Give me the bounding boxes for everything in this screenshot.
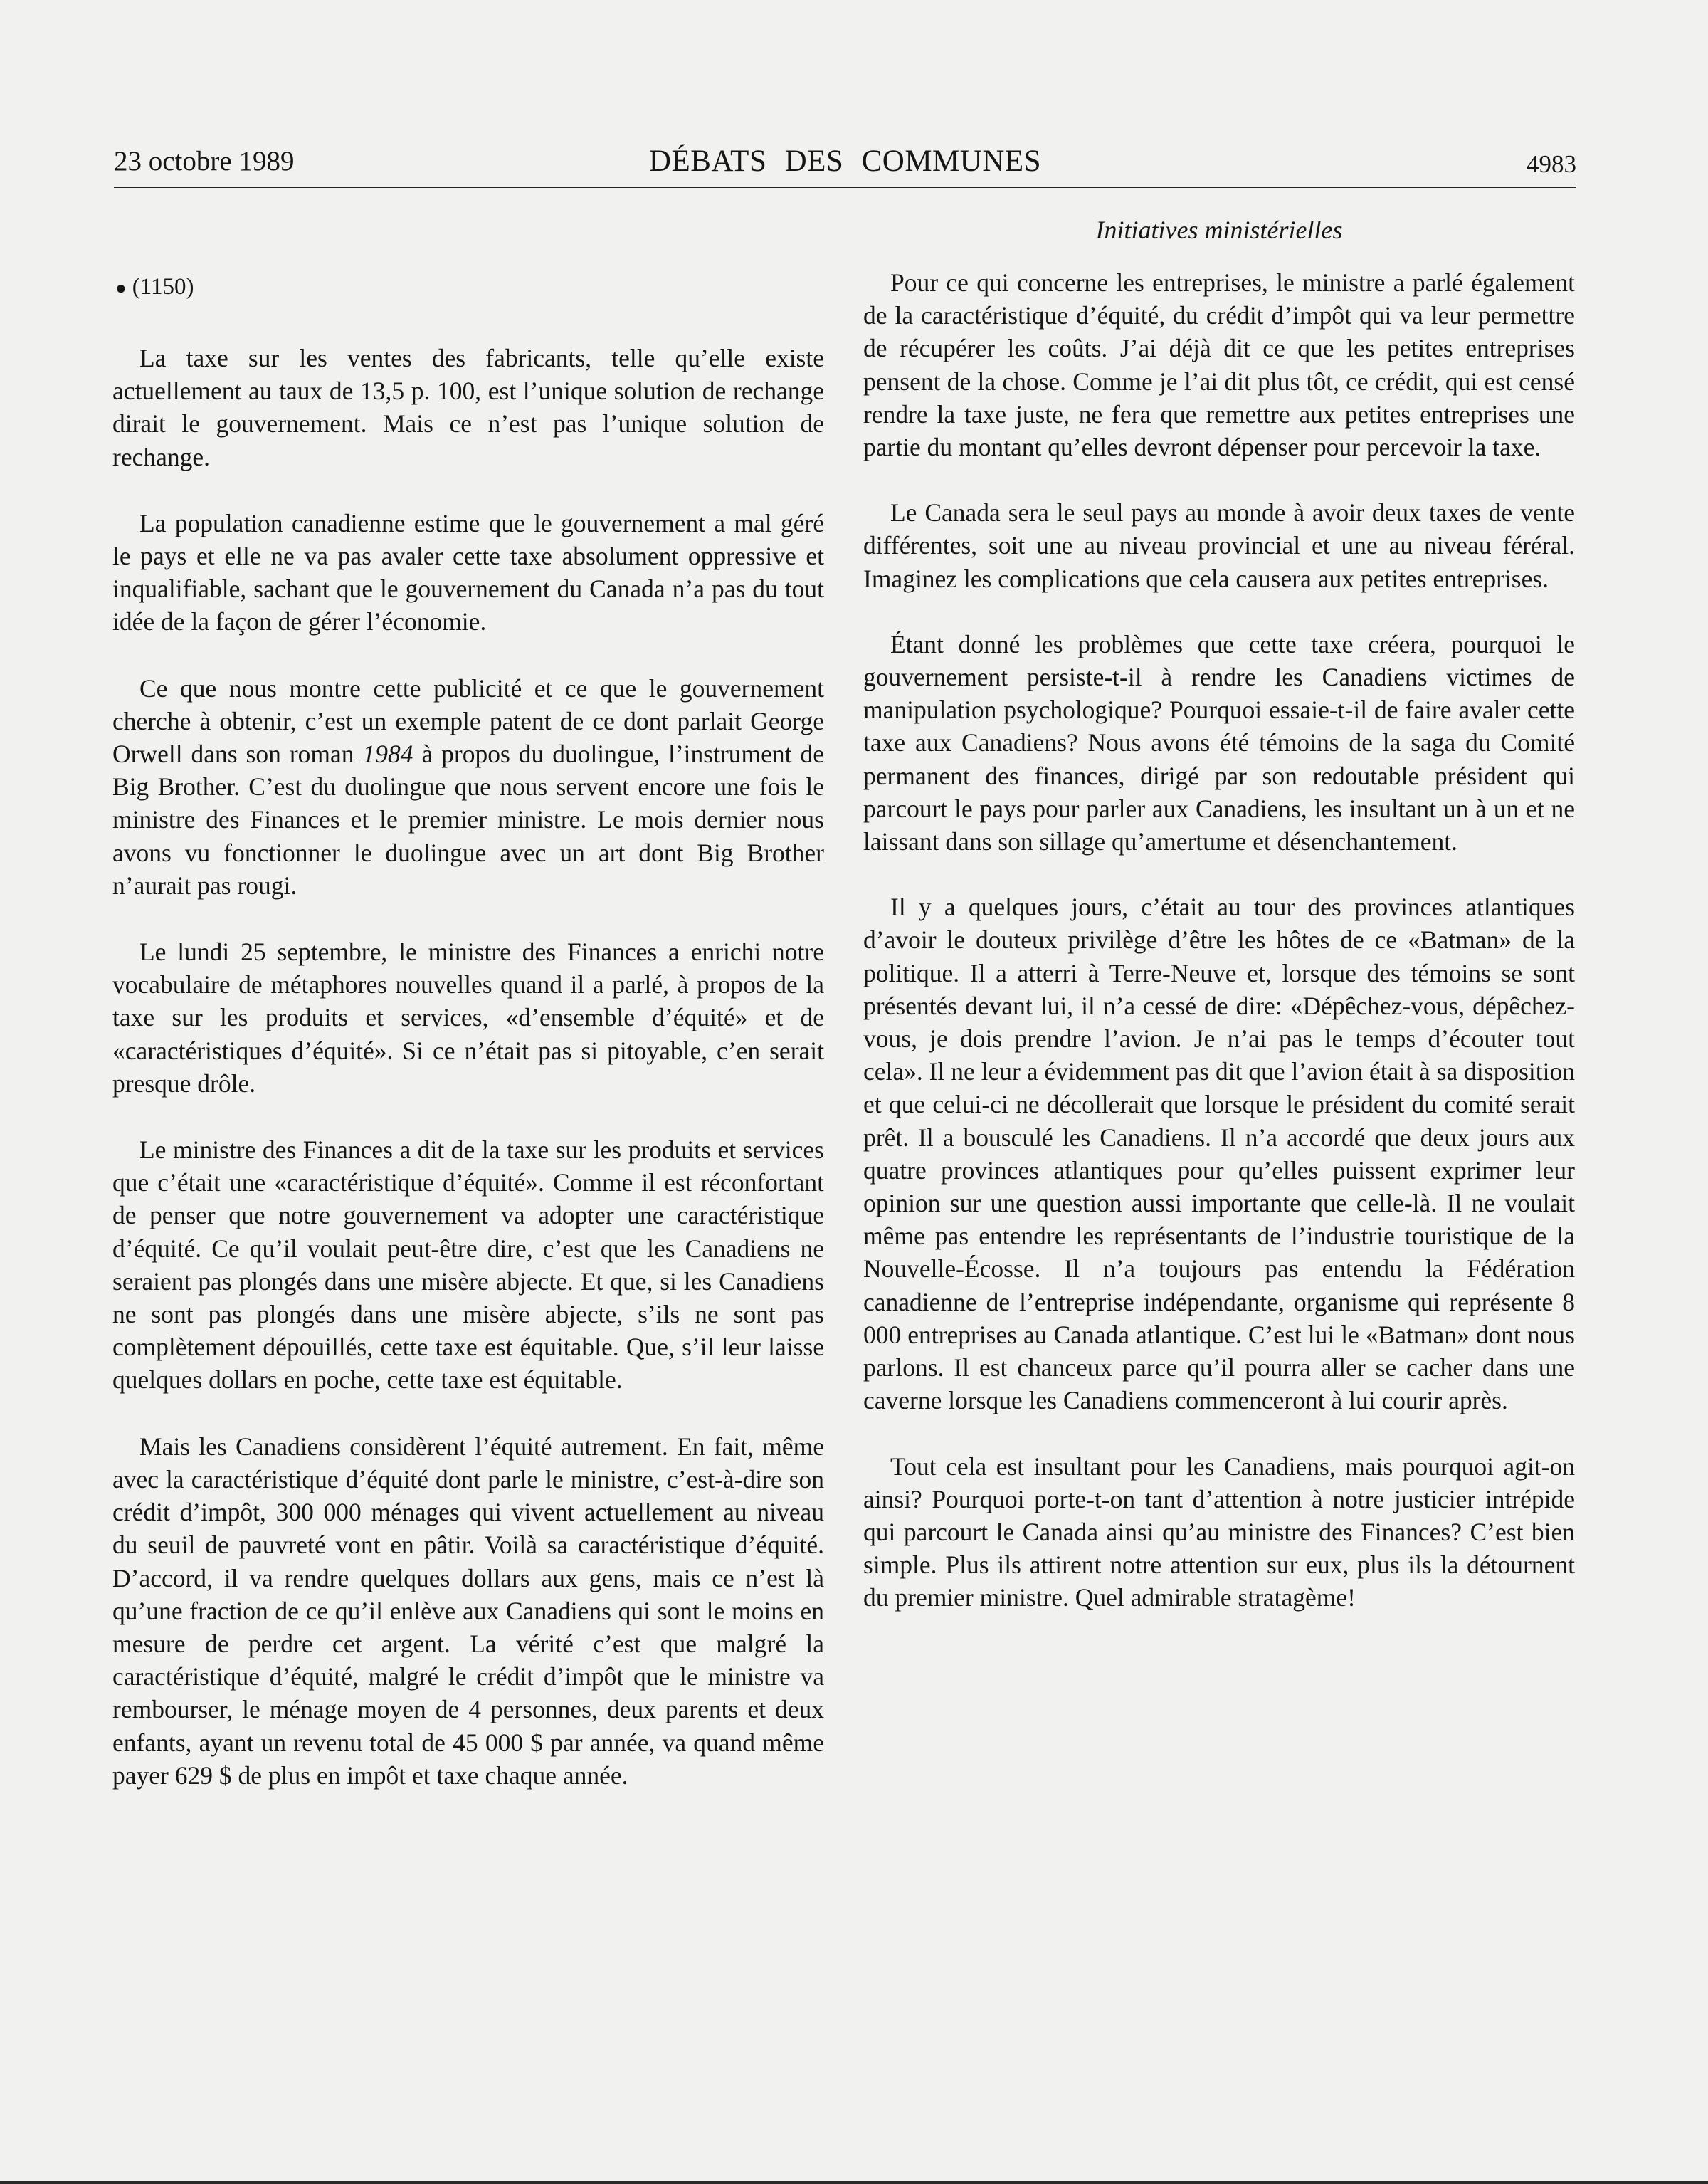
paragraph: Mais les Canadiens considèrent l’équité autrement. En fait, même avec la caractéristique d’équité dont parle le ministre, c’est-à-dire son crédit d’impôt, 300 000 ménages qui vivent actuellement au niveau du seuil de pauvreté vont en pâtir. Voilà sa caractéristique d’équité. D’accord, il va rendre quelques dollars aux gens, mais ce n’est là qu’une fraction de ce qu’il enlève aux Canadiens qui sont le moins en mesure de perdre cet argent. La vérité c’est que malgré la caractéristique d’équité, malgré le crédit d’impôt que le ministre va rembourser, le ménage moyen de 4 personnes, deux parents et deux enfants, ayant un revenu total de 45 000 $ par année, va quand même payer 629 $ de plus en impôt et taxe chaque année. bbox=[112, 1432, 824, 1790]
paragraph: La population canadienne estime que le gouvernement a mal géré le pays et elle ne va pas avaler cette taxe absolument oppressive et inqualifiable, sachant que le gouvernement du Canada n’a pas du tout idée de la façon de gérer l’économie. bbox=[112, 508, 824, 636]
paragraph: Le lundi 25 septembre, le ministre des Finances a enrichi notre vocabulaire de métaphores nouvelles quand il a parlé, à propos de la taxe sur les produits et services, «d’ensemble d’équité» et de «caractéristiques d’équité». Si ce n’était pas si pitoyable, c’en serait presque drôle. bbox=[112, 938, 824, 1098]
paragraph-text: Ce que nous montre cette publicité et ce que le gouvernement cherche à obtenir, c’est un exemple patent de ce dont parlait George Orwell dans son roman bbox=[112, 673, 824, 769]
right-column bbox=[863, 214, 1575, 1647]
paragraph: Pour ce qui concerne les entreprises, le ministre a parlé également de la caractéristique d’équité, du crédit d’impôt qui va leur permettre de récupérer les coûts. J’ai déjà dit ce que les petites entreprises pensent de la chose. Comme je l’ai dit plus tôt, ce crédit, qui est censé rendre la taxe juste, ne fera que remettre aux petites entreprises une partie du montant qu’elles devront dépenser pour percevoir la taxe. bbox=[863, 268, 1575, 462]
paragraph: Étant donné les problèmes que cette taxe créera, pourquoi le gouvernement persiste-t-il à rendre les Canadiens victimes de manipulation psychologique? Pourquoi essaie-t-il de faire avaler cette taxe aux Canadiens? Nous avons été témoins de la saga du Comité permanent des finances, dirigé par son redoutable président qui parcourt le pays pour parler aux Canadiens, les insultant un à un et ne laissant dans son sillage qu’amertume et désenchantement. bbox=[863, 629, 1575, 856]
paragraph-text: à propos du duolingue, l’instrument de Big Brother. C’est du duolingue que nous servent encore une fois le ministre des Finances et le premier ministre. Le mois dernier nous avons vu fonctionner le duolingue avec un art dont Big Brother n’aurait pas rougi. bbox=[112, 740, 824, 900]
paragraph: Tout cela est insultant pour les Canadiens, mais pourquoi agit-on ainsi? Pourquoi porte-t-on tant d’attention à notre justicier intrépide qui parcourt le Canada ainsi qu’au ministre des Finances? C’est bien simple. Plus ils attirent notre attention sur eux, plus ils la détournent du premier ministre. Quel admirable stratagème! bbox=[863, 1451, 1575, 1612]
left-column bbox=[112, 214, 824, 1825]
time-marker bbox=[115, 271, 824, 305]
paragraph: Le Canada sera le seul pays au monde à avoir deux taxes de vente différentes, soit une au niveau provincial et une au niveau féréral. Imaginez les complications que cela causera aux petites entreprises. bbox=[863, 498, 1575, 593]
book-title: 1984 bbox=[362, 740, 413, 769]
bullet-icon: ● bbox=[115, 278, 127, 298]
header-date: 23 octobre 1989 bbox=[114, 146, 295, 177]
header-title: DÉBATS DES COMMUNES bbox=[648, 145, 1042, 178]
paragraph bbox=[112, 672, 824, 902]
scan-edge bbox=[0, 2181, 1708, 2184]
time-marker-text: (1150) bbox=[132, 274, 194, 300]
header-rule bbox=[114, 187, 1576, 188]
paragraph: Le ministre des Finances a dit de la taxe sur les produits et services que c’était une «caractéristique d’équité». Comme il est réconfortant de penser que notre gouvernement va adopter une caractéristique d’équité. Ce qu’il voulait peut-être dire, c’est que les Canadiens ne seraient pas plongés dans une misère abjecte. Et que, si les Canadiens ne sont pas plongés dans une misère abjecte, s’ils ne sont pas complètement dépouillés, cette taxe est équitable. Que, s’il leur laisse quelques dollars en poche, cette taxe est équitable. bbox=[112, 1135, 824, 1395]
paragraph: La taxe sur les ventes des fabricants, telle qu’elle existe actuellement au taux de 13,5 p. 100, est l’unique solution de rechange dirait le gouvernement. Mais ce n’est pas l’unique solution de rechange. bbox=[112, 344, 824, 471]
paragraph: Il y a quelques jours, c’était au tour des provinces atlantiques d’avoir le douteux privilège d’être les hôtes de ce «Batman» de la politique. Il a atterri à Terre-Neuve et, lorsque des témoins se sont présentés devant lui, il n’a cessé de dire: «Dépêchez-vous, dépêchez-vous, je dois prendre l’avion. Je n’ai pas le temps d’écouter tout cela». Il ne leur a évidemment pas dit que l’avion était à sa disposition et que celui-ci ne décollerait que lorsque le président du comité serait prêt. Il a bousculé les Canadiens. Il n’a accordé que deux jours aux quatre provinces atlantiques pour qu’elles puissent exprimer leur opinion sur une question aussi importante que celle-là. Il ne voulait même pas entendre les représentants de l’industrie touristique de la Nouvelle-Écosse. Il n’a toujours pas entendu la Fédération canadienne de l’entreprise indépendante, organisme qui représente 8 000 entreprises au Canada atlantique. C’est lui le «Batman» dont nous parlons. Il est chanceux parce qu’il pourra aller se cacher dans une caverne lorsque les Canadiens commenceront à lui courir après. bbox=[863, 893, 1575, 1415]
page-header bbox=[114, 145, 1576, 187]
section-heading: Initiatives ministérielles bbox=[1095, 216, 1343, 244]
page-number: 4983 bbox=[1527, 150, 1576, 178]
